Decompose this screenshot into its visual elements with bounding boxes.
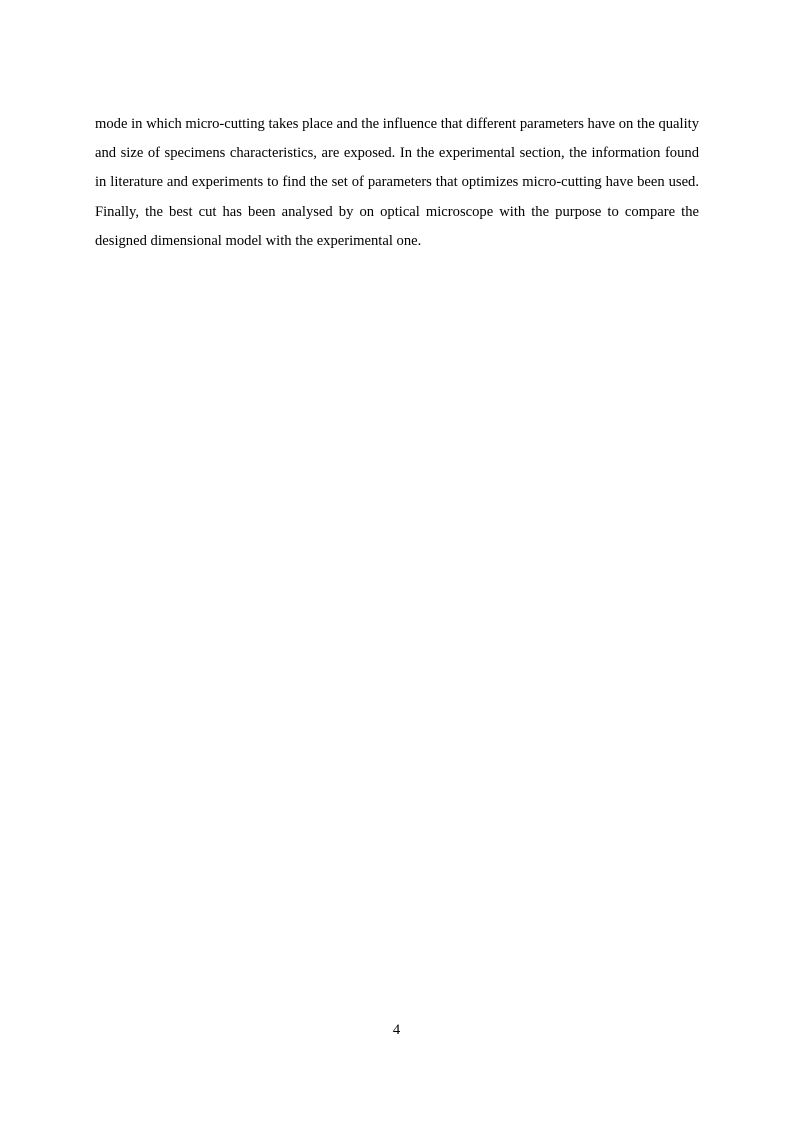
page-number: 4 bbox=[392, 1022, 401, 1038]
body-paragraph: mode in which micro-cutting takes place and the influence that different parameters have on the quality and size of specimens characteristics, are exposed. In the experimental section, the information found in literature and experiments to find the set of parameters that optimizes micro-cutting have been used. Finally, the best cut has been analysed by on optical microscope with the purpose to compare the designed dimensional model with the experimental one. bbox=[95, 116, 699, 249]
